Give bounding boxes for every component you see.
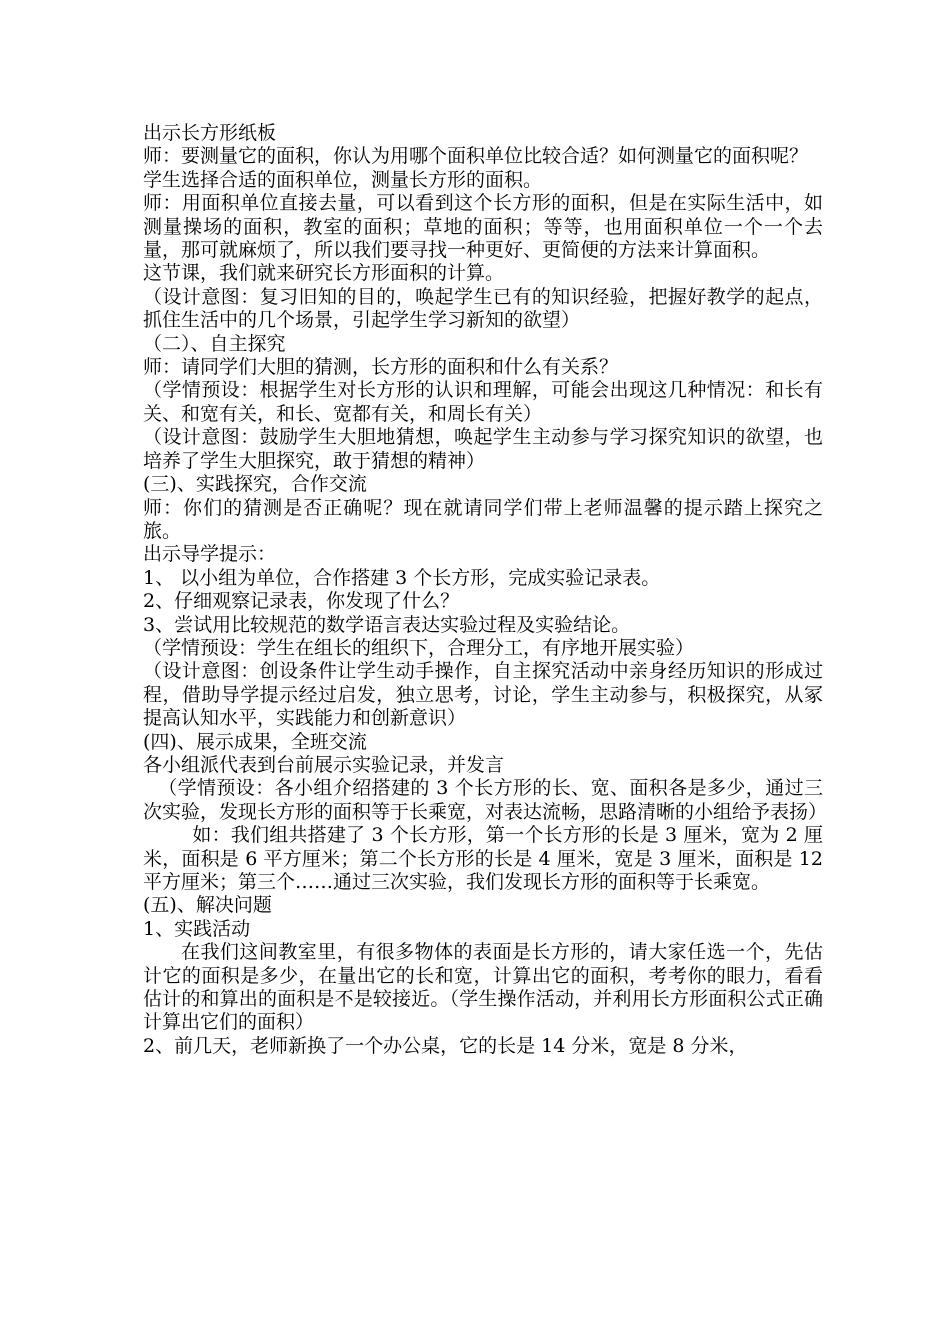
document-page bbox=[143, 122, 828, 1058]
heading-section-4: (四)、展示成果，全班交流 bbox=[143, 730, 367, 753]
list-item-guide-2: 2、仔细观察记录表，你发现了什么？ bbox=[143, 590, 460, 613]
paragraph-teacher-question: 师：要测量它的面积，你认为用哪个面积单位比较合适？如何测量它的面积呢？ bbox=[143, 145, 809, 168]
paragraph-example: 如：我们组共搭建了 3 个长方形，第一个长方形的长是 3 厘米，宽为 2 厘米，面积是 6 平方厘米；第二个长方形的长是 4 厘米，宽是 3 厘米，面积是 12 平方厘米；第三个……通过三次实验，我们发现长方形的面积等于长乘宽。 bbox=[143, 824, 823, 893]
paragraph-student-measure: 学生选择合适的面积单位，测量长方形的面积。 bbox=[143, 168, 543, 191]
paragraph-teacher-verify: 师：你们的猜测是否正确呢？现在就请同学们带上老师温馨的提示踏上探究之旅。 bbox=[143, 496, 823, 542]
heading-section-2: （二）、自主探究 bbox=[143, 332, 286, 355]
heading-section-5: (五)、解决问题 bbox=[143, 894, 272, 917]
list-item-practice: 1、实践活动 bbox=[143, 917, 251, 940]
paragraph-lesson-intro: 这节课，我们就来研究长方形面积的计算。 bbox=[143, 262, 505, 285]
paragraph-design-intent-3: （设计意图：创设条件让学生动手操作，自主探究活动中亲身经历知识的形成过程，借助导学提示经过启发，独立思考，讨论，学生主动参与，积极探究，从冢提高认知水平，实践能力和创新意识） bbox=[143, 660, 823, 730]
paragraph-group-present: 各小组派代表到台前展示实验记录，并发言 bbox=[143, 753, 505, 776]
paragraph-preset-1: （学情预设：根据学生对长方形的认识和理解，可能会出现这几种情况：和长有关、和宽有关，和长、宽都有关，和周长有关） bbox=[143, 379, 823, 425]
paragraph-guide-title: 出示导学提示： bbox=[143, 543, 277, 566]
paragraph-design-intent-1: （设计意图：复习旧知的目的，唤起学生已有的知识经验，把握好教学的起点，抓住生活中的几个场景，引起学生学习新知的欲望） bbox=[143, 285, 823, 332]
paragraph-preset-2: （学情预设：学生在组长的组织下，合理分工，有序地开展实验） bbox=[143, 636, 695, 659]
paragraph-preset-3: （学情预设：各小组介绍搭建的 3 个长方形的长、宽、面积各是多少，通过三次实验，发现长方形的面积等于长乘宽，对表达流畅，思路清晰的小组给予表扬） bbox=[143, 777, 828, 823]
heading-section-3: (三)、实践探究，合作交流 bbox=[143, 473, 367, 496]
paragraph-classroom-activity: 在我们这间教室里，有很多物体的表面是长方形的，请大家任选一个，先估计它的面积是多少，在量出它的长和宽，计算出它的面积，考考你的眼力，看看估计的和算出的面积是不是较接近。（学生操作活动，并利用长方形面积公式正确计算出它们的面积） bbox=[143, 941, 823, 1034]
paragraph-teacher-guess: 师：请同学们大胆的猜测，长方形的面积和什么有关系？ bbox=[143, 356, 619, 379]
list-item-desk-problem: 2、前几天，老师新换了一个办公桌，它的长是 14 分米，宽是 8 分米， bbox=[143, 1034, 748, 1057]
list-item-guide-1: 1、 以小组为单位，合作搭建 3 个长方形，完成实验记录表。 bbox=[143, 566, 661, 589]
list-item-guide-3: 3、尝试用比较规范的数学语言表达实验过程及实验结论。 bbox=[143, 613, 631, 636]
paragraph-design-intent-2: （设计意图：鼓励学生大胆地猜想，唤起学生主动参与学习探究知识的欲望，也培养了学生大胆探究，敢于猜想的精神） bbox=[143, 426, 823, 472]
paragraph-show-cardboard: 出示长方形纸板 bbox=[143, 122, 277, 144]
paragraph-teacher-explain: 师：用面积单位直接去量，可以看到这个长方形的面积，但是在实际生活中，如测量操场的面积，教室的面积；草地的面积；等等，也用面积单位一个一个去量，那可就麻烦了，所以我们要寻找一种更好、更简便的方法来计算面积。 bbox=[143, 192, 823, 262]
